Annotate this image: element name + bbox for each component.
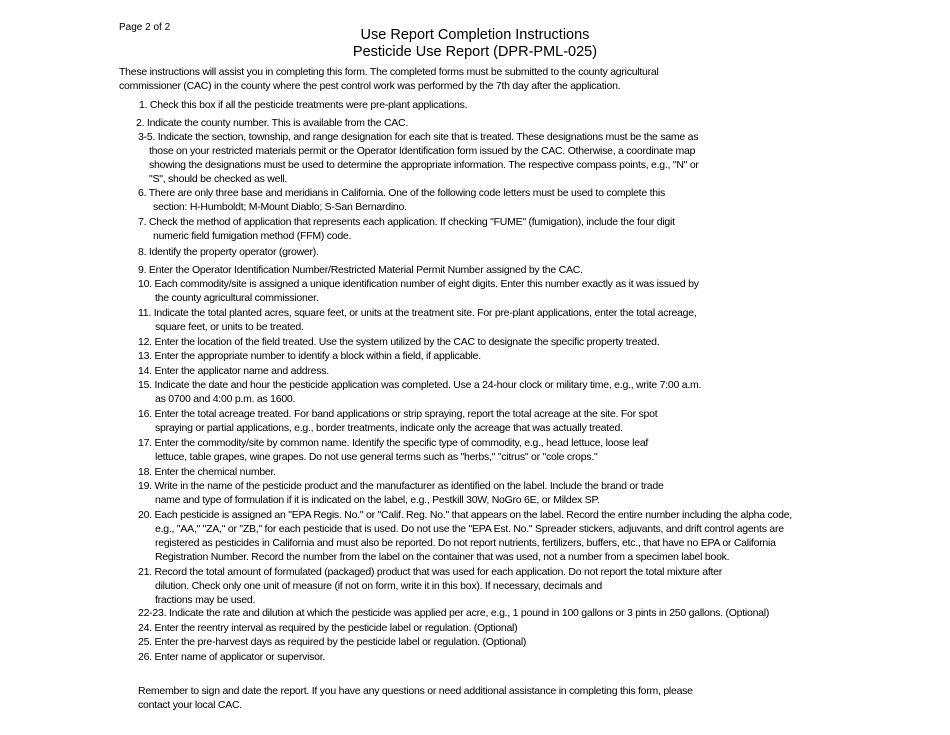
instruction-item xyxy=(138,635,526,649)
instruction-text: 11. Indicate the total planted acres, square feet, or units at the treatment site. For pre-plant applications, enter the total acreage, xyxy=(138,307,697,319)
instruction-continuation: registered as pesticides in California and must also be reported. Do not report nutrients, fertilizers, buffers, etc., that have no EPA or California xyxy=(155,537,776,549)
instruction-item xyxy=(138,465,276,479)
page-number: Page 2 of 2 xyxy=(119,22,171,33)
document-subtitle: Pesticide Use Report (DPR-PML-025) xyxy=(352,44,598,60)
instruction-text: 20. Each pesticide is assigned an "EPA Regis. No." or "Calif. Reg. No." that appears on the label. Record the entire number including the alpha code, xyxy=(138,509,792,521)
instruction-continuation: fractions may be used. xyxy=(155,594,256,606)
instruction-item xyxy=(138,277,699,305)
instruction-text: 17. Enter the commodity/site by common name. Identify the specific type of commodity, e.g., head lettuce, loose leaf xyxy=(138,437,649,449)
instruction-continuation: e.g., "AA," "ZA," or "ZB," for each pesticide that is used. Do not use the "EPA Est. No." Spreader stickers, adjuvants, and drift control agents are xyxy=(155,523,784,535)
instruction-item xyxy=(136,116,408,130)
instruction-item xyxy=(138,565,722,607)
instruction-item xyxy=(138,407,657,435)
instruction-item xyxy=(138,349,481,363)
instruction-text: 24. Enter the reentry interval as required by the pesticide label or regulation. (Optional) xyxy=(138,622,518,634)
intro-paragraph xyxy=(119,66,739,93)
instruction-text: 9. Enter the Operator Identification Number/Restricted Material Permit Number assigned by the CAC. xyxy=(138,264,583,276)
instruction-item xyxy=(139,98,467,112)
instruction-item xyxy=(138,215,675,243)
instruction-text: 3-5. Indicate the section, township, and range designation for each site that is treated. These designations must be the same as xyxy=(138,131,699,143)
instruction-text: 26. Enter name of applicator or supervisor. xyxy=(138,651,326,663)
instruction-item xyxy=(138,186,665,214)
instruction-text: 6. There are only three base and meridians in California. One of the following code letters must be used to complete this xyxy=(138,187,665,199)
instruction-text: 13. Enter the appropriate number to identify a block within a field, if applicable. xyxy=(138,350,481,362)
closing-paragraph xyxy=(138,684,758,712)
instruction-text: 10. Each commodity/site is assigned a unique identification number of eight digits. Enter this number exactly as it was issued by xyxy=(138,278,699,290)
instruction-item xyxy=(138,508,792,564)
instruction-continuation: the county agricultural commissioner. xyxy=(155,292,319,304)
instruction-item xyxy=(138,479,664,507)
instruction-item xyxy=(138,621,517,635)
instruction-text: 1. Check this box if all the pesticide treatments were pre-plant applications. xyxy=(139,99,468,111)
instruction-continuation: name and type of formulation if it is indicated on the label, e.g., Pestkill 30W, NoGro 6E, or Mildex SP. xyxy=(155,494,600,506)
instruction-text: 8. Identify the property operator (grower). xyxy=(138,246,319,258)
intro-line: These instructions will assist you in completing this form. The completed forms must be submitted to the county agricultural xyxy=(119,66,659,78)
instruction-item xyxy=(138,245,319,259)
instruction-text: 19. Write in the name of the pesticide product and the manufacturer as identified on the label. Include the brand or trade xyxy=(138,480,664,492)
closing-line: contact your local CAC. xyxy=(138,699,242,711)
instruction-continuation: dilution. Check only one unit of measure (if not on form, write it in this box). If necessary, decimals and xyxy=(155,580,602,592)
instruction-text: 25. Enter the pre-harvest days as required by the pesticide label or regulation. (Optional) xyxy=(138,636,527,648)
instruction-text: 18. Enter the chemical number. xyxy=(138,466,276,478)
instruction-continuation: Registration Number. Record the number from the label on the container that was used, not a number from a specimen label book. xyxy=(155,551,730,563)
title-block xyxy=(0,27,950,61)
instruction-item xyxy=(138,378,701,406)
instruction-item xyxy=(138,364,329,378)
instruction-item xyxy=(138,436,648,464)
instruction-continuation: lettuce, table grapes, wine grapes. Do not use general terms such as "herbs," "citrus" or "cole crops." xyxy=(155,451,598,463)
instruction-text: 7. Check the method of application that represents each application. If checking "FUME" (fumigation), include the four digit xyxy=(138,216,675,228)
instruction-item xyxy=(138,306,697,334)
instruction-text: 22-23. Indicate the rate and dilution at which the pesticide was applied per acre, e.g., 1 pound in 100 gallons or 3 pints in 250 gallons. (Optional) xyxy=(138,607,770,619)
instruction-continuation: spraying or partial applications, e.g., border treatments, indicate only the acreage that was actually treated. xyxy=(155,422,623,434)
instruction-item xyxy=(138,650,325,664)
instruction-text: 15. Indicate the date and hour the pesticide application was completed. Use a 24-hour clock or military time, e.g., write 7:00 a.m. xyxy=(138,379,702,391)
instruction-text: 2. Indicate the county number. This is available from the CAC. xyxy=(136,117,409,129)
instruction-item xyxy=(138,606,769,620)
instruction-continuation: numeric field fumigation method (FFM) code. xyxy=(153,230,352,242)
instruction-item xyxy=(138,263,583,277)
document-title: Use Report Completion Instructions xyxy=(360,27,590,43)
instruction-continuation: "S", should be checked as well. xyxy=(149,173,288,185)
instruction-continuation: those on your restricted materials permit or the Operator Identification form issued by the CAC. Otherwise, a coordinate map xyxy=(149,145,696,157)
instruction-continuation: showing the designations must be used to determine the appropriate information. The respective compass points, e.g., "N" or xyxy=(149,159,699,171)
instruction-item xyxy=(138,130,699,186)
intro-line: commissioner (CAC) in the county where the pest control work was performed by the 7th day after the application. xyxy=(119,79,621,92)
closing-line: Remember to sign and date the report. If you have any questions or need additional assistance in completing this form, please xyxy=(138,685,693,697)
instruction-text: 14. Enter the applicator name and address. xyxy=(138,365,329,377)
instruction-continuation: as 0700 and 4:00 p.m. as 1600. xyxy=(155,393,296,405)
instruction-continuation: section: H-Humboldt; M-Mount Diablo; S-San Bernardino. xyxy=(153,201,407,213)
instruction-text: 16. Enter the total acreage treated. For band applications or strip spraying, report the total acreage at the site. For spot xyxy=(138,408,658,420)
instruction-text: 21. Record the total amount of formulated (packaged) product that was used for each application. Do not report the total mixture after xyxy=(138,566,723,578)
instruction-text: 12. Enter the location of the field treated. Use the system utilized by the CAC to designate the specific property treated. xyxy=(138,336,660,348)
instruction-item xyxy=(138,335,659,349)
instruction-continuation: square feet, or units to be treated. xyxy=(155,321,304,333)
